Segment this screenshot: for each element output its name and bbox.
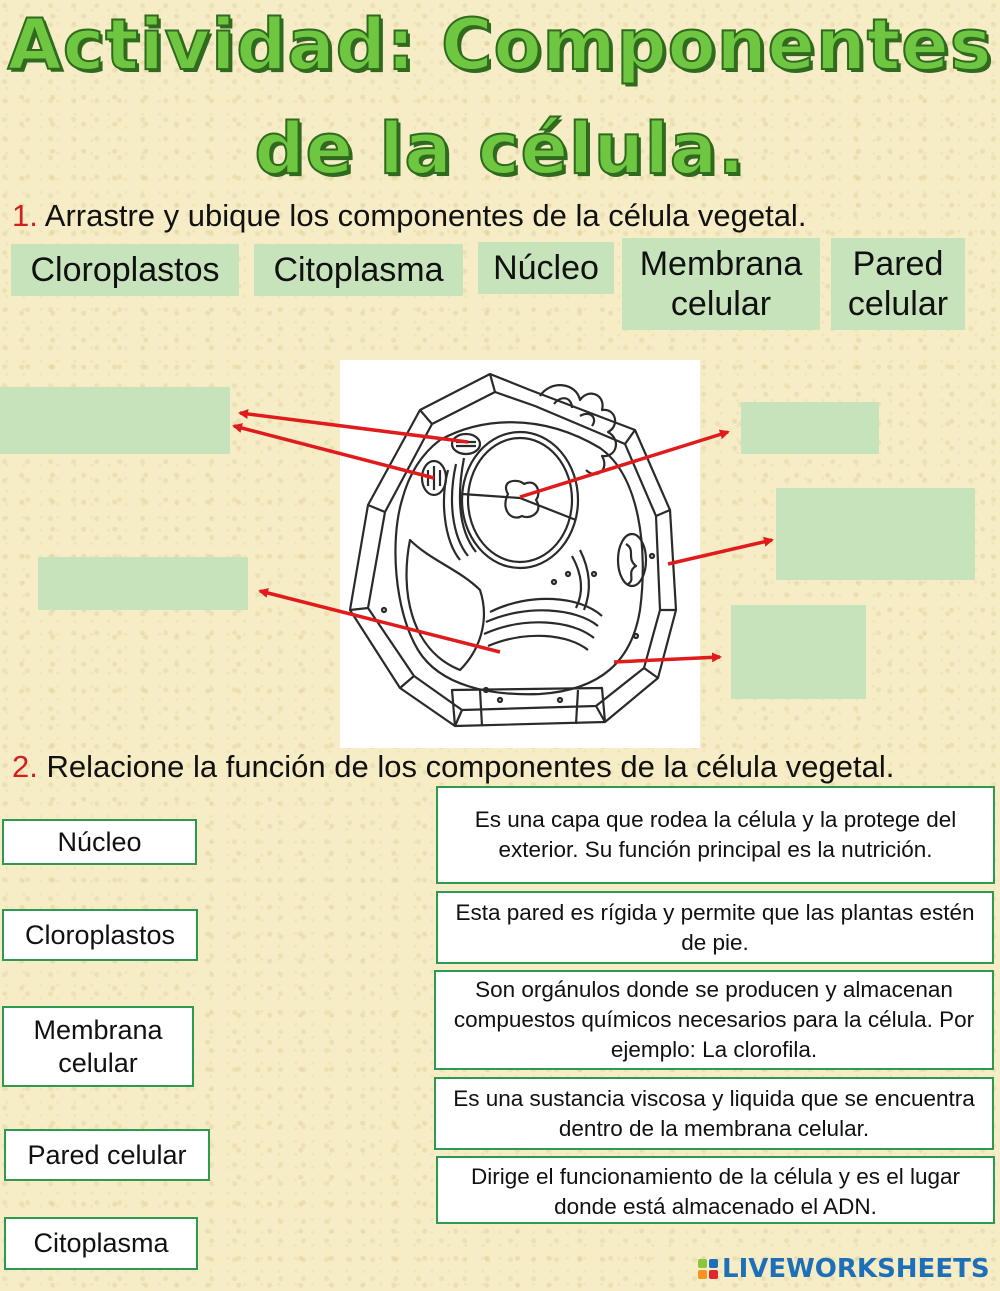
drop-zone-left-bottom[interactable] <box>38 557 248 610</box>
drop-zone-right-middle[interactable] <box>776 488 975 580</box>
chip-membrana-celular[interactable]: Membrana celular <box>622 238 820 330</box>
instruction-2-text: Relacione la función de los componentes de la célula vegetal. <box>46 749 895 784</box>
term-cloroplastos[interactable]: Cloroplastos <box>2 909 198 961</box>
instruction-1-number: 1. <box>12 198 38 233</box>
chip-pared-celular[interactable]: Pared celular <box>831 238 965 330</box>
definition-nucleo[interactable]: Dirige el funcionamiento de la célula y es el lugar donde está almacenado el ADN. <box>436 1156 995 1224</box>
definition-membrana[interactable]: Es una capa que rodea la célula y la protege del exterior. Su función principal es la nutrición. <box>436 786 995 884</box>
chip-cloroplastos[interactable]: Cloroplastos <box>11 244 239 296</box>
drop-zone-right-top[interactable] <box>741 402 879 454</box>
page-title-line2: de la célula. <box>254 108 746 190</box>
instruction-2 <box>12 749 894 785</box>
definition-cloroplastos[interactable]: Son orgánulos donde se producen y almacenan compuestos químicos necesarios para la célula. Por ejemplo: La clorofila. <box>434 970 994 1070</box>
term-membrana-celular[interactable]: Membrana celular <box>2 1006 194 1087</box>
cell-diagram <box>340 360 700 748</box>
instruction-1 <box>12 198 806 234</box>
drop-zone-left-top[interactable] <box>0 387 230 454</box>
cell-illustration <box>340 360 700 748</box>
instruction-1-text: Arrastre y ubique los componentes de la célula vegetal. <box>44 198 807 233</box>
liveworksheets-logo-icon <box>698 1259 718 1279</box>
definition-pared[interactable]: Esta pared es rígida y permite que las plantas estén de pie. <box>436 891 994 964</box>
term-citoplasma[interactable]: Citoplasma <box>4 1217 198 1270</box>
definition-citoplasma[interactable]: Es una sustancia viscosa y liquida que se encuentra dentro de la membrana celular. <box>434 1077 994 1150</box>
page-title-line1: Actividad: Componentes <box>7 4 993 86</box>
term-nucleo[interactable]: Núcleo <box>2 819 197 865</box>
term-pared-celular[interactable]: Pared celular <box>4 1129 210 1181</box>
chip-nucleo[interactable]: Núcleo <box>478 242 614 294</box>
instruction-2-number: 2. <box>12 749 38 784</box>
chip-citoplasma[interactable]: Citoplasma <box>254 244 463 296</box>
drop-zone-right-bottom[interactable] <box>731 605 866 699</box>
liveworksheets-brand <box>698 1254 990 1284</box>
brand-name: LIVEWORKSHEETS <box>722 1254 990 1284</box>
